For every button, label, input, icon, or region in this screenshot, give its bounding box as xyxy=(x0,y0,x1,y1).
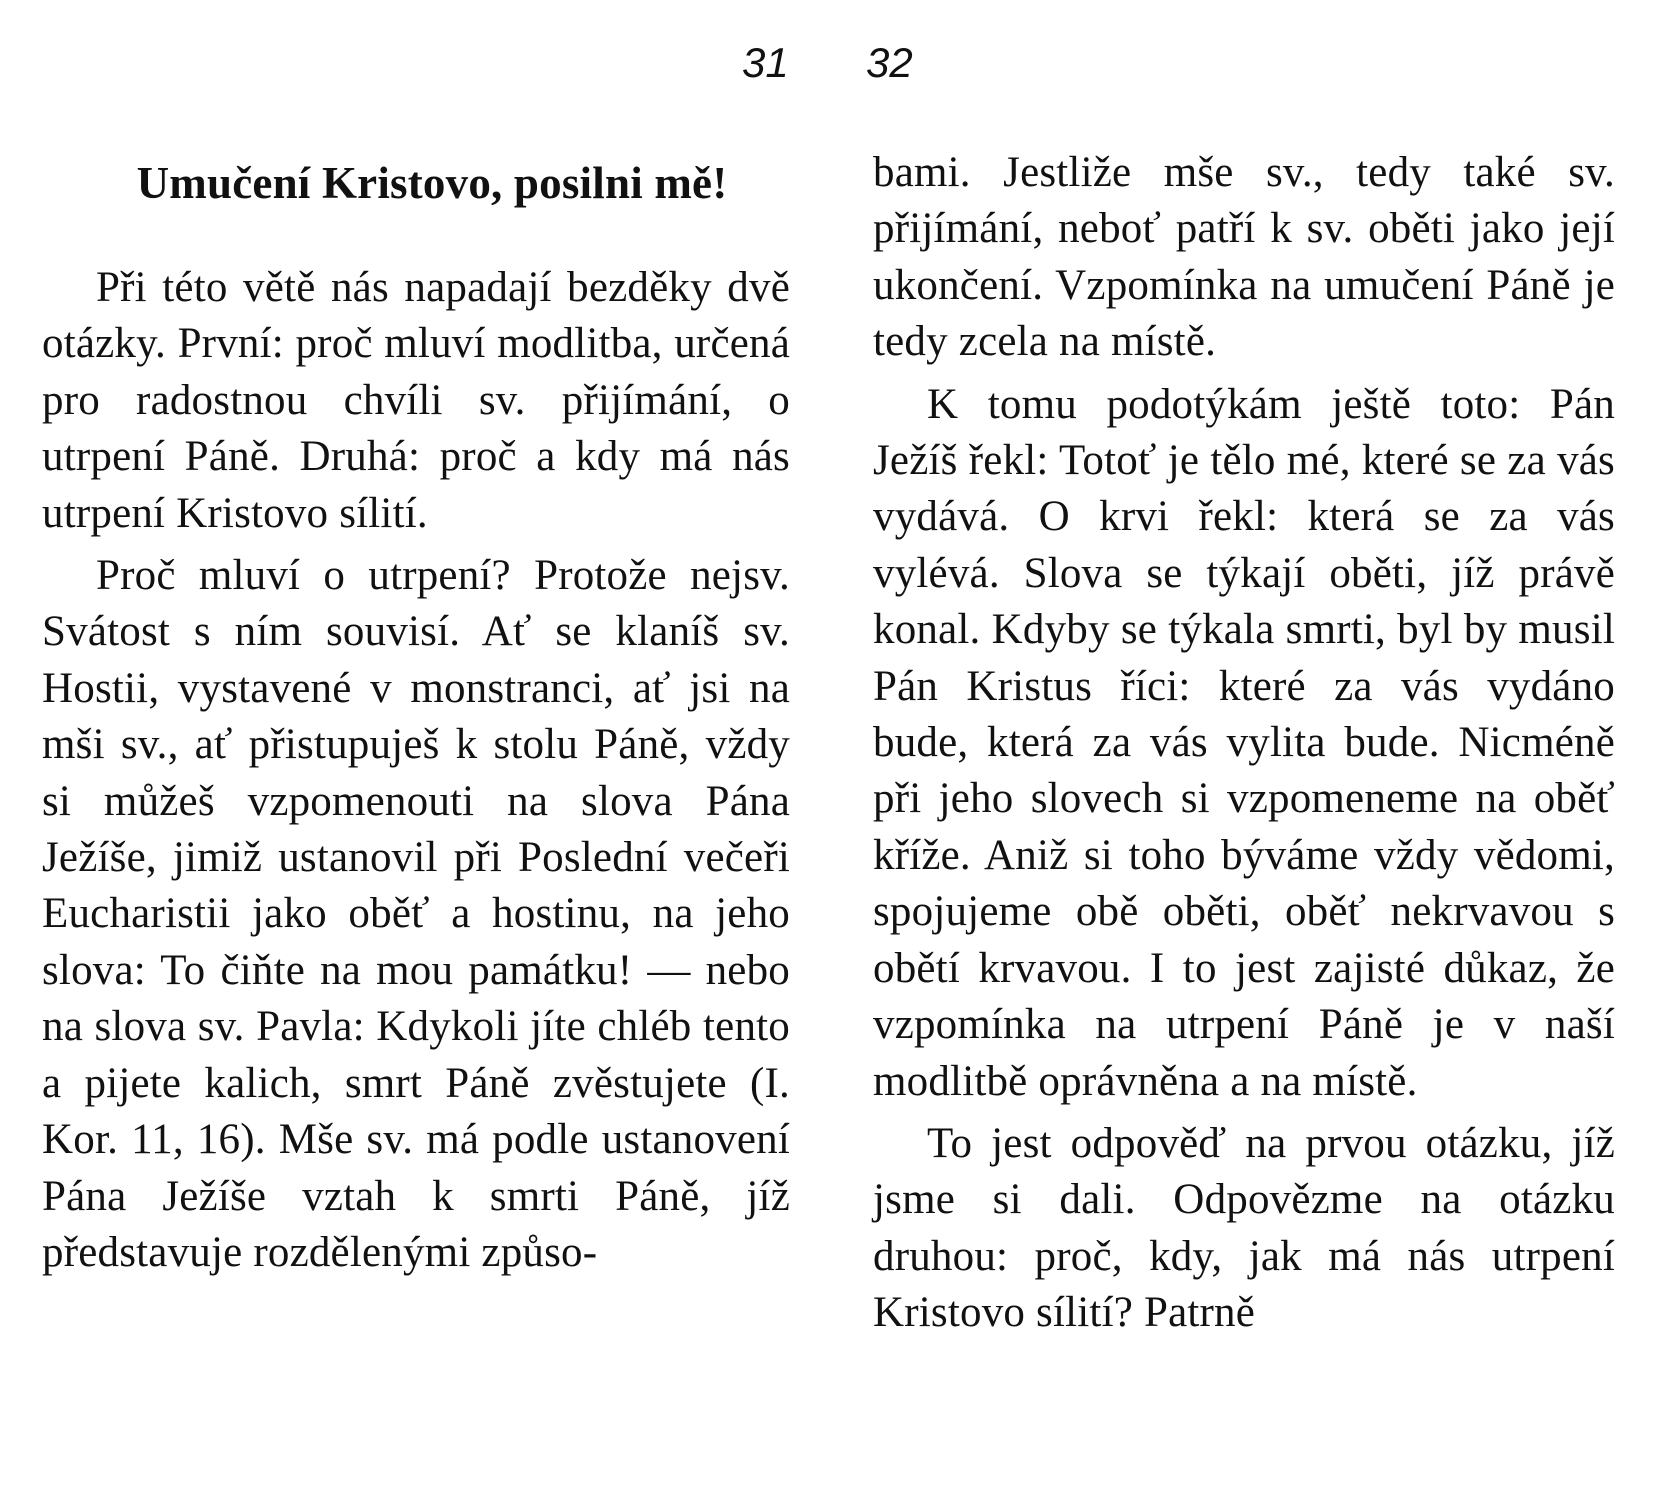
page-number-right: 32 xyxy=(866,39,913,86)
left-page-column xyxy=(42,142,790,1287)
paragraph: K tomu podotýkám ještě toto: Pán Ježíš řekl: Totoť je tělo mé, které se za vás vydává. O krvi řekl: která se za vás vylévá. Slova se týkají oběti, jíž právě konal. Kdyby se týkala smrti, byl by musil Pán Kristus říci: které za vás vydáno bude, která za vás vylita bude. Nicméně při jeho slovech si vzpomeneme na oběť kříže. Aniž si toho býváme vždy vědomi, spojujeme obě oběti, oběť nekrvavou s obětí krvavou. I to jest zajisté důkaz, že vzpomínka na utrpení Páně je v naší modlitbě oprávněna a na místě. xyxy=(873,380,1615,1105)
paragraph: To jest odpověď na prvou otázku, jíž jsme si dali. Odpovězme na otázku druhou: proč, kdy, jak má nás utrpení Kristovo sílití? Patrně xyxy=(873,1119,1615,1337)
page-number-left: 31 xyxy=(742,39,789,86)
chapter-heading: Umučení Kristovo, posilni mě! xyxy=(136,158,728,208)
paragraph-continued: bami. Jestliže mše sv., tedy také sv. přijímání, neboť patří k sv. oběti jako její ukončení. Vzpomínka na umučení Páně je tedy zcela na místě. xyxy=(873,149,1615,366)
paragraph: Proč mluví o utrpení? Protože nejsv. Svátost s ním souvisí. Ať se klaníš sv. Hostii, vystavené v monstranci, ať jsi na mši sv., ať přistupuješ k stolu Páně, vždy si můžeš vzpomenouti na slova Pána Ježíše, jimiž ustanovil při Poslední večeři Eucharistii jako oběť a hostinu, na jeho slova: To čiňte na mou památku! — nebo na slova sv. Pavla: Kdykoli jíte chléb tento a pijete kalich, smrt Páně zvěstujete (I. Kor. 11, 16). Mše sv. má podle ustanovení Pána Ježíše vztah k smrti Páně, jíž představuje rozdělenými způso- xyxy=(42,552,790,1276)
right-page-column xyxy=(873,145,1615,1348)
paragraph: Při této větě nás napadají bezděky dvě otázky. První: proč mluví modlitba, určená pro radostnou chvíli sv. přijímání, o utrpení Páně. Druhá: proč a kdy má nás utrpení Kristovo sílití. xyxy=(42,264,790,537)
